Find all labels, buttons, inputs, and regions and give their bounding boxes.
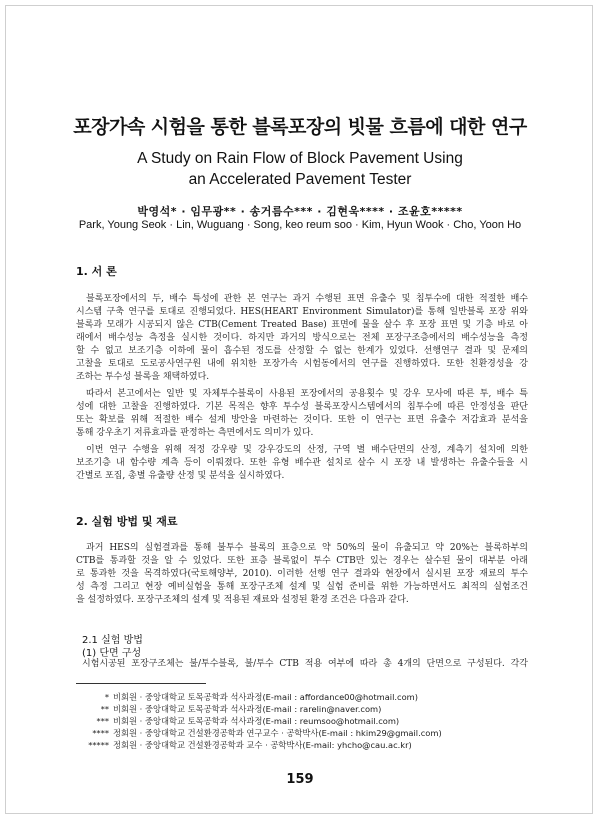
page-number: 159: [286, 772, 314, 787]
paragraph-line: 고찰을 토대로 도로공사연구원 내에 위치한 포장가속 시험동에서의 연구를 진행하였다. 또한 친환경성을 강: [76, 359, 528, 369]
paragraph-line: 래에서 배수성능 측정을 실시한 것이다. 하지만 과거의 방식으로는 전체 포장구조층에서의 배수성능을 측정: [76, 333, 528, 343]
paragraph-line: 블록과 모래가 시공되지 않은 CTB(Cement Treated Base) 표면에 물을 살수 후 포장 표면 및 기층 바로 아: [76, 320, 528, 330]
footnote-mark: **: [100, 704, 109, 714]
authors-english: Park, Young Seok · Lin, Wuguang · Song, keo reum soo · Kim, Hyun Wook · Cho, Yoon Ho: [78, 219, 522, 231]
paragraph-line: 따라서 본고에서는 일반 및 자체투수블록이 사용된 포장에서의 공용횟수 및 강우 모사에 따른 투, 배수 특: [86, 389, 528, 399]
paragraph-line: 보조기층 내 함수량 계측 등이 이뤄졌다. 또한 유형 배수관 설치로 살수 시 포장 내 발생하는 유출수들을 시: [76, 458, 528, 468]
paragraph-line: 또는 확보를 위해 적절한 배수 설계 방안을 마련하는 것이다. 또한 이 연구는 표면 유출수 저감효과 분석을: [76, 415, 528, 425]
paragraph-line: 블록포장에서의 두, 배수 특성에 관한 본 연구는 과거 수행된 표면 유출수 및 침투수에 대한 적절한 배수: [86, 294, 528, 304]
footnote-mark: ***: [96, 716, 109, 726]
paragraph-line: 시험시공된 포장구조체는 불/투수블록, 불/투수 CTB 적용 여부에 따라 총 4개의 단면으로 구성된다. 각각: [82, 659, 528, 669]
paragraph-line: 성에 대한 고찰을 진행하였다. 기본 목적은 향후 투수성 블록포장시스템에서의 침투수에 따른 안정성을 판단: [76, 402, 528, 412]
footnote-text: 비회원 · 중앙대학교 토목공학과 석사과정(E-mail : rarelin@naver.com): [113, 704, 382, 714]
footnote: [82, 692, 418, 703]
footnote: [82, 740, 412, 751]
footnote: [82, 704, 381, 715]
footnote-text: 정회원 · 중앙대학교 건설환경공학과 연구교수 · 공학박사(E-mail : hkim29@gmail.com): [113, 728, 442, 738]
footnote-mark: *****: [88, 740, 109, 750]
authors-korean: 박영석* · 임무광** · 송거름수*** · 김현욱**** · 조윤호*****: [137, 205, 463, 218]
footnote-text: 비회원 · 중앙대학교 토목공학과 석사과정(E-mail : affordance00@hotmail.com): [113, 692, 418, 702]
paragraph-line: 성 측정 그리고 현장 예비실험을 통해 포장구조체 설계 및 실험 준비를 위한 가능하면서도 최적의 실험조건: [76, 582, 528, 592]
paragraph-line: 간별로 포집, 총별 유출량 산정 및 분석을 실시하였다.: [76, 471, 285, 481]
paragraph-line: 로 통과한 것을 목격하였다(국토해양부, 2010). 이러한 선행 연구 결과와 현장에서 실시된 포장 재료의 투수: [76, 569, 528, 579]
paragraph-line: 과거 HES의 실험결과를 통해 불투수 블록의 표층으로 약 50%의 물이 유출되고 약 20%는 블록하부의: [86, 543, 528, 553]
section-heading-introduction: 1. 서 론: [76, 265, 117, 278]
paragraph-line: 시스템 구축 연구를 토대로 진행되었다. HES(HEART Environment Simulator)를 통해 일반블록 포장 위와: [76, 307, 528, 317]
paragraph-line: CTB를 통과할 것을 알 수 있었다. 또한 표층 블록없이 투수 CTB만 있는 경우는 살수된 물이 대부분 아래: [76, 556, 528, 566]
sub-subsection-heading: (1) 단면 구성: [82, 648, 142, 659]
footnote-mark: *: [104, 692, 109, 702]
paragraph-line: 할 수 없고 보조기층 이하에 물이 흡수된 정도를 산정할 수 없는 한계가 있었다. 선행연구 결과 및 문제의: [76, 346, 528, 356]
paragraph-line: 이번 연구 수행을 위해 적정 강우량 및 강우강도의 산정, 구역 별 배수단면의 산정, 계측기 설치에 의한: [86, 445, 528, 455]
footnote: [82, 728, 442, 739]
footnote-divider: [76, 683, 206, 684]
title-english-line-1: A Study on Rain Flow of Block Pavement Using: [137, 150, 463, 167]
paragraph-line: 조하는 투수성 블록을 채택하였다.: [76, 372, 210, 382]
title-english-line-2: an Accelerated Pavement Tester: [188, 171, 412, 188]
paragraph-line: 통해 강우초기 저류효과를 판정하는 측면에서도 의미가 있다.: [76, 428, 314, 438]
footnote-mark: ****: [92, 728, 109, 738]
footnote: [82, 716, 399, 727]
section-heading-methods: 2. 실험 방법 및 재료: [76, 515, 178, 528]
paragraph-line: 을 설정하였다. 포장구조체의 설계 및 적용된 재료와 설정된 환경 조건은 다음과 같다.: [76, 595, 409, 605]
subsection-heading: 2.1 실험 방법: [82, 635, 143, 646]
footnote-text: 비회원 · 중앙대학교 토목공학과 석사과정(E-mail : reumsoo@hotmail.com): [113, 716, 400, 726]
title-korean: 포장가속 시험을 통한 블록포장의 빗물 흐름에 대한 연구: [73, 116, 527, 138]
footnote-text: 정회원 · 중앙대학교 건설환경공학과 교수 · 공학박사(E-mail: yhcho@cau.ac.kr): [113, 740, 412, 750]
